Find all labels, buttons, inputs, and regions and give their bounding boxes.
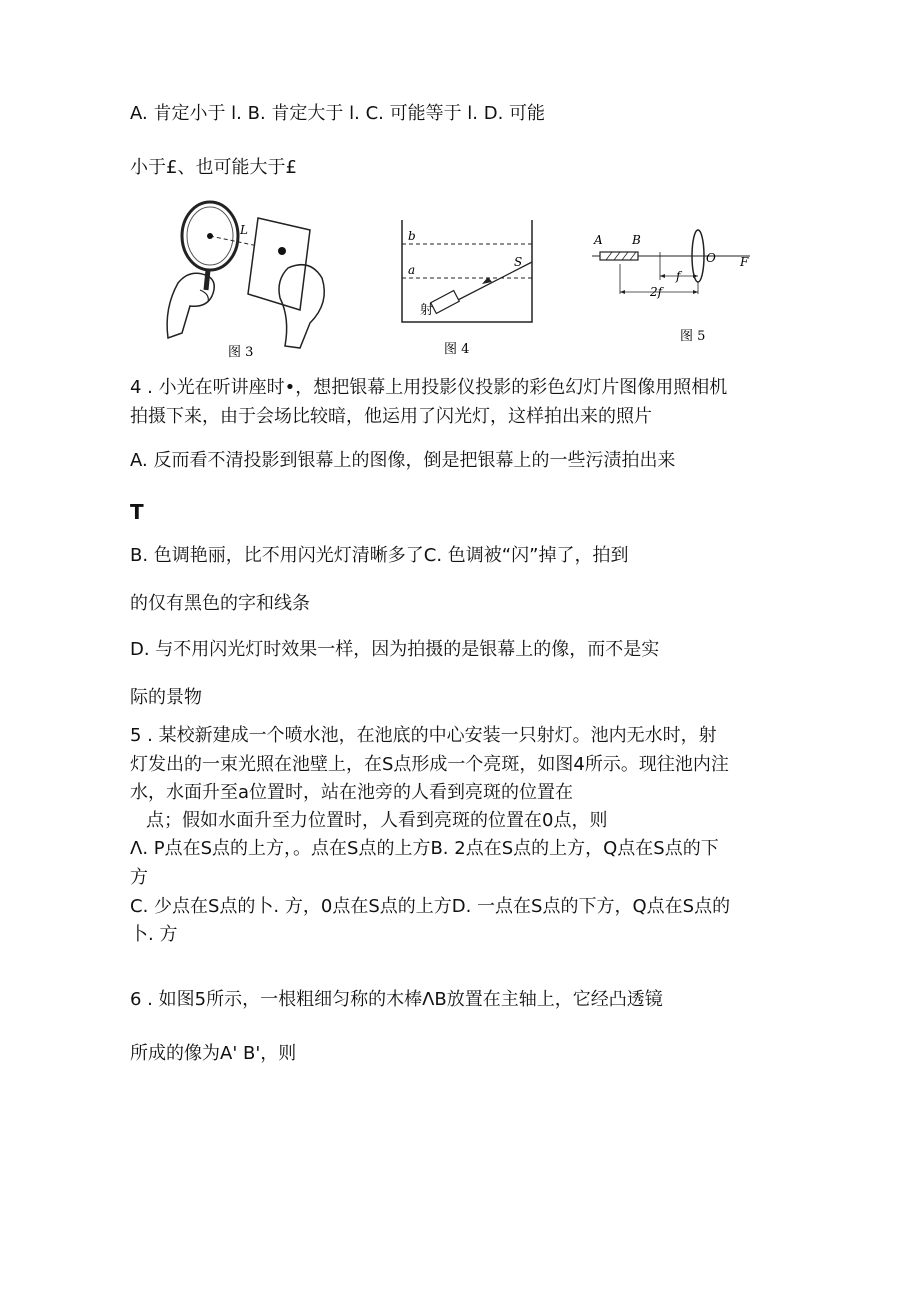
question-5-line-4: 点；假如水面升至力位置时，人看到亮斑的位置在0点，则 <box>146 810 608 831</box>
question-5-option-b-cont: 方 <box>130 867 148 888</box>
question-5-option-ab: Λ. P点在S点的上方，。点在S点的上方B. 2点在S点的上方，Q点在S点的下 <box>130 838 719 859</box>
f-label: f <box>676 269 681 283</box>
lamp <box>431 291 460 314</box>
lamp-label: 射 <box>420 303 434 318</box>
option-line-2: 小于£、也可能大于£ <box>130 157 297 178</box>
figure-4-caption: 图 4 <box>444 342 470 357</box>
question-4-option-a: A. 反而看不清投影到银幕上的图像，倒是把银幕上的一些污渍拍出来 <box>130 450 676 471</box>
lens-center-label: O <box>706 251 716 265</box>
figure-5-caption: 图 5 <box>680 329 706 344</box>
figure-3 <box>160 198 345 360</box>
question-5-option-cd: C. 少点在S点的卜. 方，0点在S点的上方D. 一点在S点的下方，Q点在S点的 <box>130 896 731 917</box>
figure-5 <box>590 222 760 350</box>
figure-4 <box>392 210 552 358</box>
2f-label: 2f <box>650 285 663 299</box>
figure-3-caption: 图 3 <box>228 345 254 360</box>
option-line-1: A. 肯定小于 l. B. 肯定大于 l. C. 可能等于 l. D. 可能 <box>130 103 546 124</box>
question-4-option-d-cont: 际的景物 <box>130 687 202 708</box>
question-5-line-3: 水，水面升至a位置时，站在池旁的人看到亮斑的位置在 <box>130 782 574 803</box>
question-5-option-d-cont: 卜. 方 <box>130 924 178 945</box>
level-a-label: a <box>408 263 416 277</box>
point-a-label: A <box>594 233 603 247</box>
question-5-line-2: 灯发出的一束光照在池壁上，在S点形成一个亮斑，如图4所示。现往池内注 <box>130 754 729 775</box>
magnifier-handle <box>206 270 208 290</box>
question-6-line-1: 6 . 如图5所示，一根粗细匀称的木棒ΛB放置在主轴上，它经凸透镜 <box>130 989 663 1010</box>
question-4-option-c-cont: 的仅有黑色的字和线条 <box>130 593 310 614</box>
point-s-label: S <box>514 255 523 269</box>
question-4-option-bc: B. 色调艳丽，比不用闪光灯清晰多了C. 色调被“闪”掉了，拍到 <box>130 545 629 566</box>
distance-label: L <box>240 223 248 237</box>
point-b-label: B <box>632 233 641 247</box>
question-6-line-2: 所成的像为A' B'，则 <box>130 1043 297 1064</box>
stray-letter: T <box>130 500 144 524</box>
light-spot <box>278 247 286 255</box>
question-4-line-2: 拍摄下来，由于会场比较暗，他运用了闪光灯，这样拍出来的照片 <box>130 406 652 427</box>
question-4-line-1: 4 . 小光在听讲座时•，想把银幕上用投影仪投影的彩色幻灯片图像用照相机 <box>130 377 728 398</box>
focus-label: F <box>740 255 749 269</box>
level-b-label: b <box>408 229 416 243</box>
question-5-line-1: 5 . 某校新建成一个喷水池，在池底的中心安装一只射灯。池内无水时，射 <box>130 725 717 746</box>
question-4-option-d: D. 与不用闪光灯时效果一样，因为拍摄的是银幕上的像，而不是实 <box>130 639 660 660</box>
